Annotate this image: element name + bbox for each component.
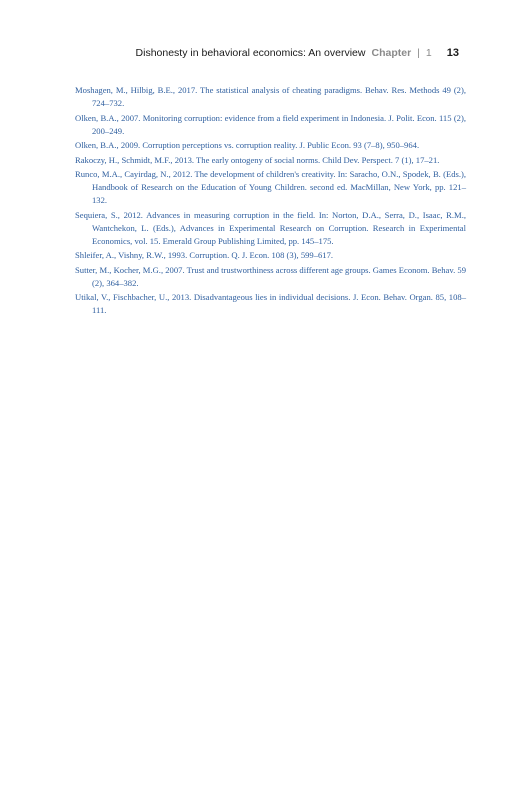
running-head-chapter-label: Chapter: [371, 47, 412, 59]
reference-entry[interactable]: Olken, B.A., 2009. Corruption perceptions vs. corruption reality. J. Public Econ. 93 (7–8), 950–964.: [75, 140, 420, 150]
running-head-chapter-number: 1: [425, 47, 432, 59]
reference-entry[interactable]: Shleifer, A., Vishny, R.W., 1993. Corruption. Q. J. Econ. 108 (3), 599–617.: [75, 250, 334, 260]
reference-list: [75, 84, 466, 319]
reference-entry[interactable]: Sutter, M., Kocher, M.G., 2007. Trust and trustworthiness across different age groups. Games Econom. Behav. 59 (2), 364–382.: [75, 264, 466, 288]
running-head-separator: |: [417, 47, 420, 59]
reference-entry[interactable]: Moshagen, M., Hilbig, B.E., 2017. The statistical analysis of cheating paradigms. Behav. Res. Methods 49 (2), 724–732.: [75, 85, 466, 108]
reference-entry[interactable]: Sequiera, S., 2012. Advances in measuring corruption in the field. In: Norton, D.A., Serra, D., Isaac, R.M., Wantchekon, L. (Eds.), Advances in Experimental Research on Corruption. Research in Experimental Economics, vol. 15. Emerald Group Publishing Limited, pp. 145–175.: [75, 209, 466, 246]
reference-entry[interactable]: Runco, M.A., Cayirdag, N., 2012. The development of children's creativity. In: Saracho, O.N., Spodek, B. (Eds.), Handbook of Research on the Education of Young Children. second ed. MacMillan, New York, pp. 121–132.: [75, 169, 466, 205]
running-head: [136, 47, 459, 59]
reference-entry[interactable]: Rakoczy, H., Schmidt, M.F., 2013. The early ontogeny of social norms. Child Dev. Perspect. 7 (1), 17–21.: [75, 154, 440, 165]
reference-entry[interactable]: Olken, B.A., 2007. Monitoring corruption: evidence from a field experiment in Indonesia. J. Polit. Econ. 115 (2), 200–249.: [75, 112, 466, 136]
running-head-title: Dishonesty in behavioral economics: An overview: [135, 47, 366, 59]
page-number: 13: [446, 47, 459, 59]
reference-entry[interactable]: Utikal, V., Fischbacher, U., 2013. Disadvantageous lies in individual decisions. J. Econ. Behav. Organ. 85, 108–111.: [75, 292, 466, 315]
